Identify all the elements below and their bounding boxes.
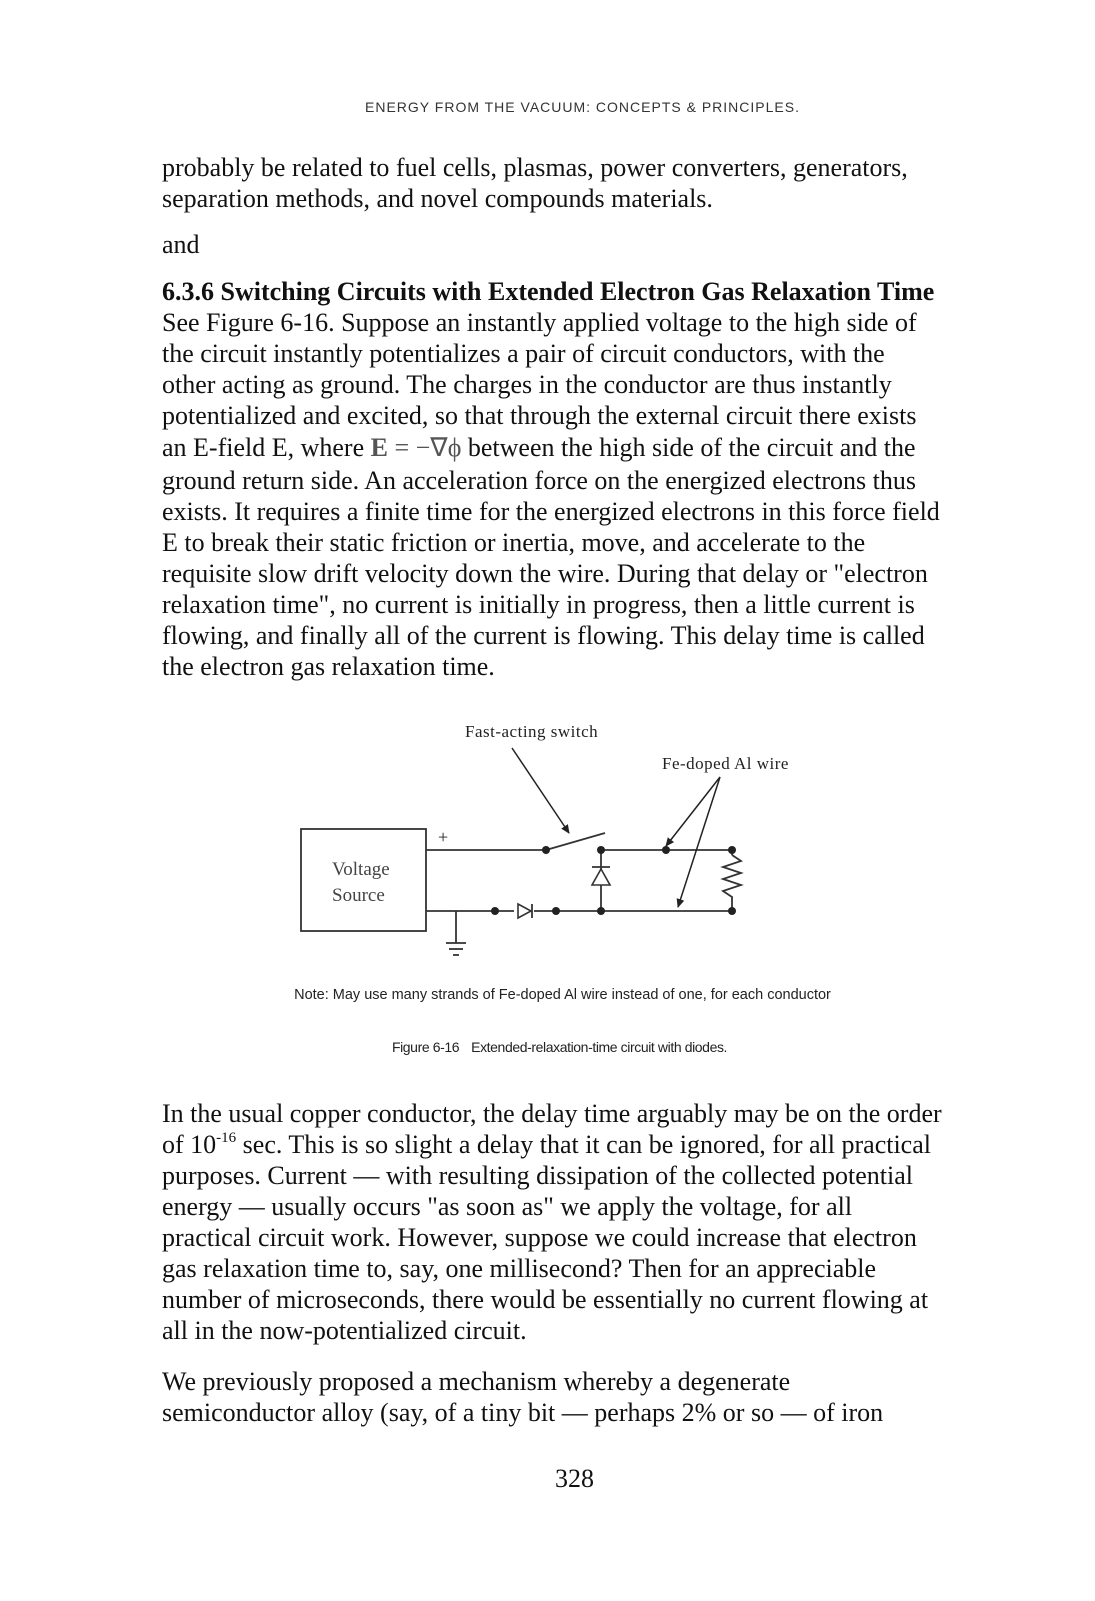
text-line: probably be related to fuel cells, plasmas, power converters, generators, — [162, 153, 908, 182]
circuit-wires — [426, 833, 741, 955]
plus-label: + — [438, 827, 449, 847]
exponent: -16 — [216, 1130, 237, 1146]
text-line: the circuit instantly potentializes a pair of circuit conductors, with the — [162, 339, 885, 368]
text-line: number of microseconds, there would be essentially no current flowing at — [162, 1285, 929, 1314]
text-line: E to break their static friction or inertia, move, and accelerate to the — [162, 528, 866, 557]
text-line: exists. It requires a finite time for the energized electrons in this force field — [162, 497, 940, 526]
text-line: purposes. Current — with resulting dissipation of the collected potential — [162, 1161, 913, 1190]
text-line: requisite slow drift velocity down the wire. During that delay or "electron — [162, 559, 928, 588]
text-line: all in the now-potentialized circuit. — [162, 1316, 527, 1345]
circuit-figure — [290, 715, 820, 975]
and-word — [162, 229, 992, 260]
equation: E = −∇ϕ — [370, 433, 462, 462]
caption-text: Extended-relaxation-time circuit with diodes. — [471, 1039, 728, 1055]
text-line: practical circuit work. However, suppose we could increase that electron — [162, 1223, 917, 1252]
source-label-line1: Voltage — [332, 859, 390, 880]
text-line: gas relaxation time to, say, one millisecond? Then for an appreciable — [162, 1254, 877, 1283]
intro-paragraph — [162, 152, 992, 214]
text-line: other acting as ground. The charges in the conductor are thus instantly — [162, 370, 892, 399]
circuit-diagram — [290, 715, 820, 975]
text-line: and — [162, 230, 200, 259]
section-title: 6.3.6 Switching Circuits with Extended Electron Gas Relaxation Time — [162, 277, 935, 306]
switch-label: Fast-acting switch — [465, 722, 599, 741]
text-line: separation methods, and novel compounds materials. — [162, 184, 713, 213]
text-line: ground return side. An acceleration force on the energized electrons thus — [162, 466, 916, 495]
text-line: See Figure 6-16. Suppose an instantly applied voltage to the high side of — [162, 308, 917, 337]
section-6-3-6 — [162, 276, 992, 682]
caption-number: Figure 6-16 — [391, 1039, 460, 1055]
text-line: relaxation time", no current is initially in progress, then a little current is — [162, 590, 915, 619]
series-diode — [518, 904, 532, 918]
running-header: ENERGY FROM THE VACUUM: CONCEPTS & PRINCIPLES. — [365, 99, 800, 115]
paragraph-mechanism — [162, 1366, 992, 1428]
text-line: flowing, and finally all of the current is flowing. This delay time is called — [162, 621, 925, 650]
text-line: We previously proposed a mechanism whereby a degenerate — [162, 1367, 791, 1396]
figure-note: Note: May use many strands of Fe-doped Al wire instead of one, for each conductor — [294, 987, 831, 1003]
text-line-superscript: of $10^{-16}$ sec. This is so slight a delay that it can be ignored, for all practical — [162, 1130, 931, 1159]
source-label-line2: Source — [332, 885, 385, 906]
text-line: potentialized and excited, so that through the external circuit there exists — [162, 401, 917, 430]
figure-caption — [0, 1039, 1095, 1055]
text-line: In the usual copper conductor, the delay time arguably may be on the order — [162, 1099, 942, 1128]
text-line: energy — usually occurs "as soon as" we apply the voltage, for all — [162, 1192, 853, 1221]
switch-diode-vertical — [592, 867, 610, 885]
text-line: the electron gas relaxation time. — [162, 652, 495, 681]
page-number: 328 — [555, 1464, 594, 1493]
text-line: semiconductor alloy (say, of a tiny bit — perhaps 2% or so — of iron — [162, 1398, 884, 1427]
paragraph-copper — [162, 1098, 992, 1346]
text-line-equation: an E-field E, where E = −∇ϕ between the high side of the circuit and the — [162, 433, 916, 462]
voltage-source-box — [301, 829, 426, 931]
circuit-nodes — [491, 846, 736, 915]
wire-label: Fe-doped Al wire — [662, 754, 789, 773]
